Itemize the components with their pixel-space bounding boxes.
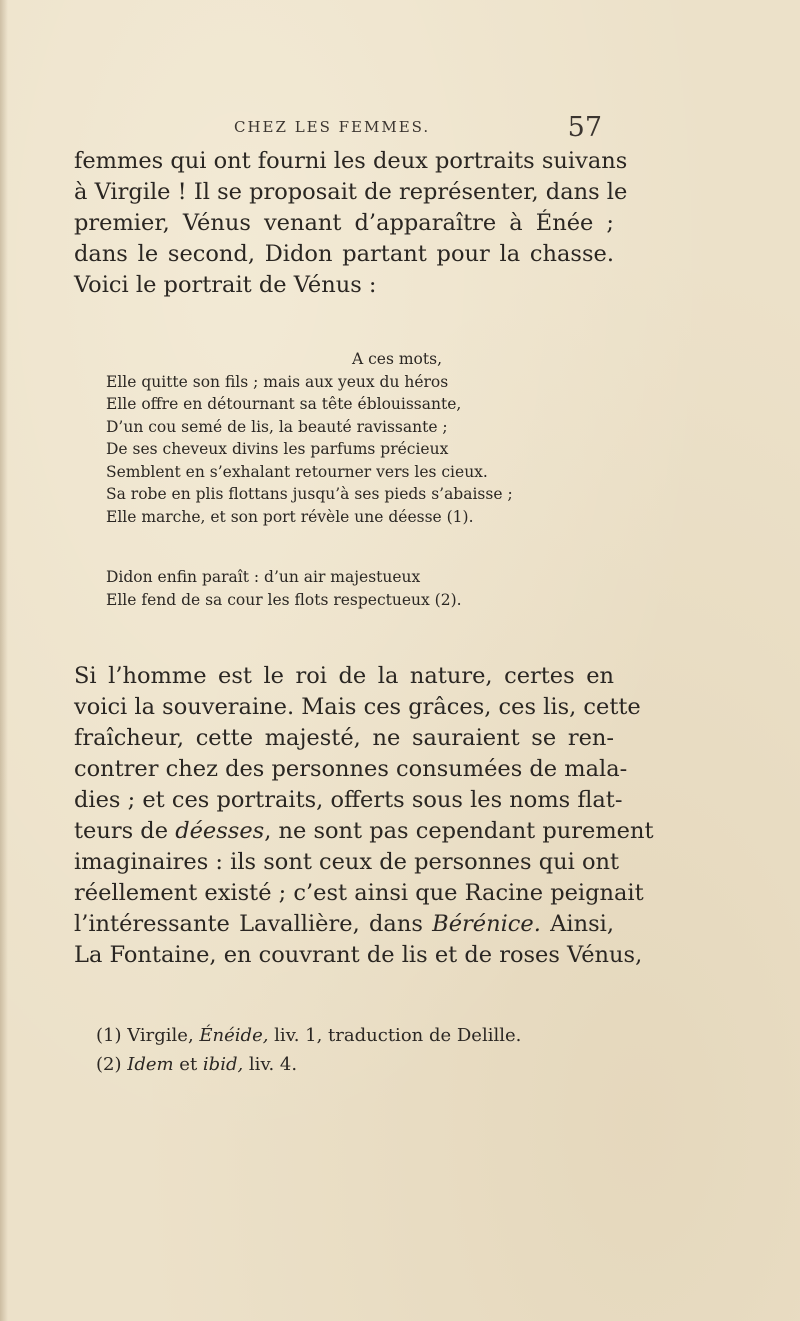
text-line: La Fontaine, en couvrant de lis et de roses Vénus, xyxy=(74,942,643,968)
verse-line: Elle quitte son fils ; mais aux yeux du héros xyxy=(106,372,449,391)
text-run: teurs de xyxy=(74,818,176,844)
verse-line: D’un cou semé de lis, la beauté ravissante ; xyxy=(106,417,448,436)
text-line: fraîcheur, cette majesté, ne sauraient se ren- xyxy=(74,725,614,751)
text-line: Si l’homme est le roi de la nature, certes en xyxy=(74,663,614,689)
verse-line: A ces mots, xyxy=(352,350,442,368)
verse-line: Semblent en s’exhalant retourner vers les cieux. xyxy=(106,462,488,481)
text-line: voici la souveraine. Mais ces grâces, ces lis, cette xyxy=(74,694,641,720)
text-line: réellement existé ; c’est ainsi que Racine peignait xyxy=(74,880,644,906)
page-edge-shadow xyxy=(0,0,8,1321)
text-line: femmes qui ont fourni les deux portraits suivans xyxy=(74,148,628,174)
verse-line: Elle marche, et son port révèle une déesse (1). xyxy=(106,507,474,526)
text-line: contrer chez des personnes consumées de mala- xyxy=(74,756,628,782)
footnote-emphasis: Énéide, xyxy=(199,1025,269,1046)
verse-line: Didon enfin paraît : d’un air majestueux xyxy=(106,568,421,586)
text-run: Ainsi, xyxy=(540,911,614,937)
footnote-1 xyxy=(96,1021,521,1050)
footnote-text: liv. 1, traduction de Delille. xyxy=(268,1025,522,1046)
text-line: imaginaires : ils sont ceux de personnes qui ont xyxy=(74,849,620,875)
text-run: , ne sont pas cependant purement xyxy=(264,818,654,844)
text-line: Voici le portrait de Vénus : xyxy=(74,272,377,298)
emphasis-deesses: déesses xyxy=(175,818,265,844)
verse-line: De ses cheveux divins les parfums précieux xyxy=(106,440,449,458)
footnote-text: et xyxy=(173,1054,203,1075)
page-header xyxy=(74,112,602,146)
text-line: premier, Vénus venant d’apparaître à Énée ; xyxy=(74,210,614,236)
footnote-text: (1) Virgile, xyxy=(96,1025,200,1046)
verse-line: Elle fend de sa cour les flots respectueux (2). xyxy=(106,590,462,609)
emphasis-berenice: Bérénice. xyxy=(432,911,541,937)
paragraph-1 xyxy=(74,146,628,301)
verse-line: Elle offre en détournant sa tête éblouissante, xyxy=(106,395,462,413)
text-line xyxy=(74,909,614,940)
verse-quote-venus xyxy=(106,348,526,528)
footnote-2 xyxy=(96,1050,521,1079)
text-line: dies ; et ces portraits, offerts sous les noms flat- xyxy=(74,787,623,813)
verse-quote-didon xyxy=(106,566,526,611)
text-run: l’intéressante Lavallière, dans xyxy=(74,911,433,937)
text-line: à Virgile ! Il se proposait de représenter, dans le xyxy=(74,179,628,205)
footnote-text: liv. 4. xyxy=(243,1054,298,1075)
text-line: dans le second, Didon partant pour la chasse. xyxy=(74,241,614,267)
footnote-emphasis: Idem xyxy=(127,1054,174,1075)
page-number: 57 xyxy=(567,112,602,143)
footnote-text: (2) xyxy=(96,1054,128,1075)
text-line xyxy=(74,816,654,847)
paragraph-2 xyxy=(74,661,654,971)
footnote-emphasis: ibid, xyxy=(202,1054,244,1075)
footnotes xyxy=(96,1021,521,1079)
verse-line: Sa robe en plis flottans jusqu’à ses pieds s’abaisse ; xyxy=(106,485,513,503)
running-head: CHEZ LES FEMMES. xyxy=(234,118,431,136)
